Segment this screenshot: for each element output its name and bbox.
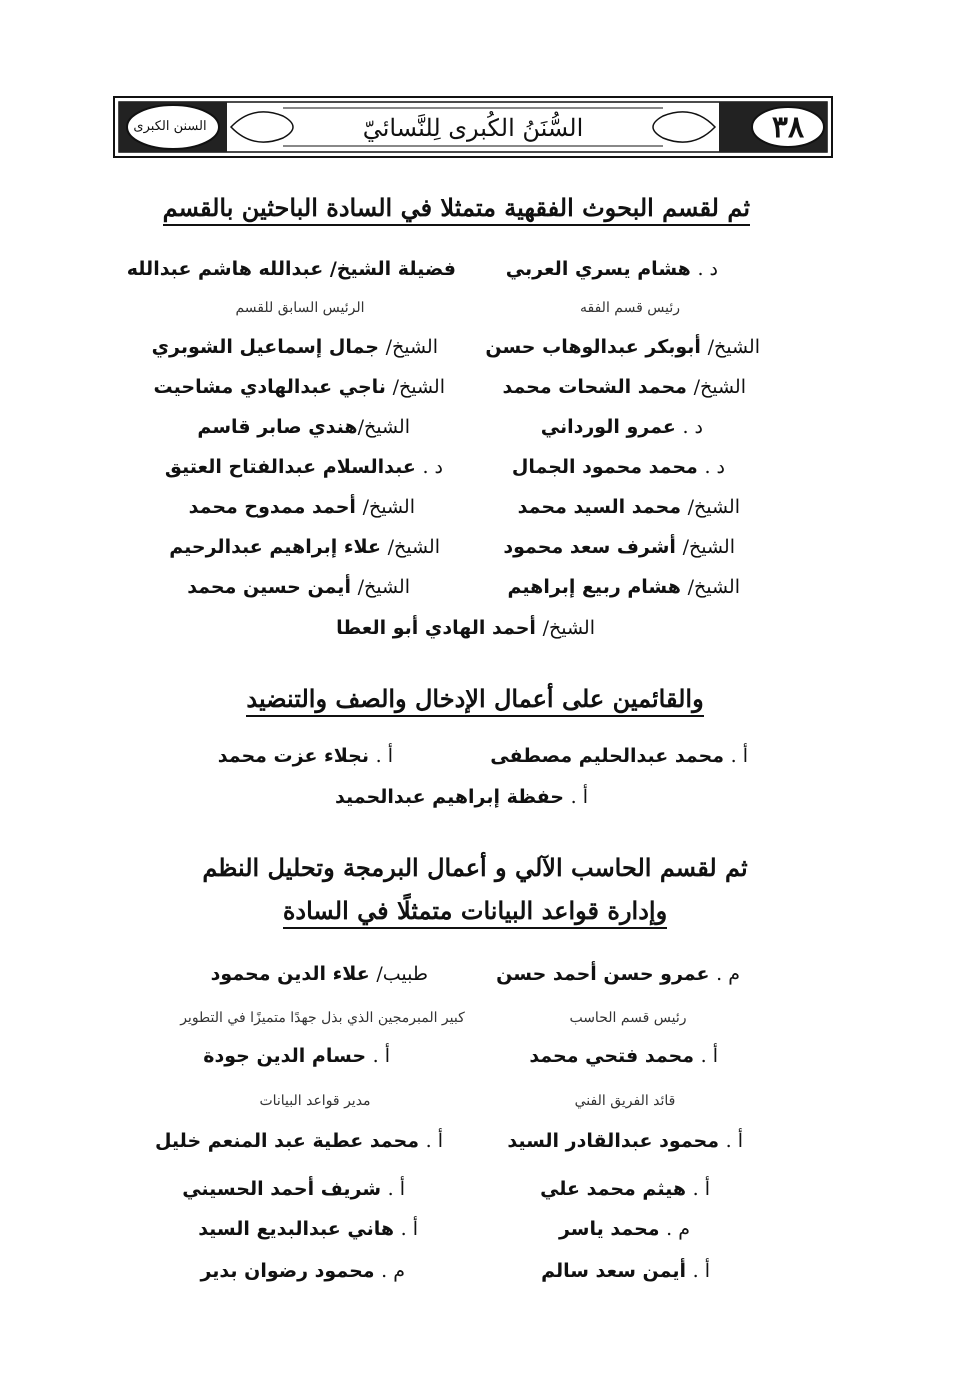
section-heading: ثم لقسم الحاسب الآلي و أعمال البرمجة وتحليل النظم <box>202 853 748 882</box>
role-note: كبير المبرمجين الذي بذل جهدًا متميزًا في التطوير <box>180 1010 465 1026</box>
staff-name: م . عمرو حسن أحمد حسن <box>496 963 740 985</box>
typist-name: أ . حفظة إبراهيم عبدالحميد <box>335 786 588 808</box>
staff-name: أ . حسام الدين جودة <box>203 1045 390 1067</box>
staff-name: م . محمد ياسر <box>558 1218 690 1240</box>
researcher-name: د . محمد محمود الجمال <box>511 456 725 478</box>
researcher-name: الشيخ/ أبوبكر عبدالوهاب حسن <box>485 336 760 358</box>
staff-name: أ . أيمن سعد سالم <box>541 1260 710 1282</box>
staff-name: م . محمود رضوان بدير <box>200 1260 405 1282</box>
section-heading: وإدارة قواعد البيانات متمثلًا في السادة <box>200 896 750 925</box>
researcher-name: الشيخ/ هشام ربيع إبراهيم <box>507 576 740 598</box>
researcher-name: د . هشام يسري العربي <box>505 258 718 280</box>
role-note: رئيس قسم الفقه <box>580 300 680 316</box>
page-header <box>113 96 833 158</box>
staff-name: أ . هيثم محمد علي <box>540 1178 710 1200</box>
staff-name: أ . محمد فتحي محمد <box>529 1045 718 1067</box>
researcher-name: الشيخ/ علاء إبراهيم عبدالرحيم <box>169 536 440 558</box>
researcher-name: الشيخ/ ناجي عبدالهادي مشاحيت <box>153 376 445 398</box>
researcher-name: د . عمرو الورداني <box>540 416 703 438</box>
page-number: ٣٨ <box>771 109 805 145</box>
typist-name: أ . نجلاء عزت محمد <box>217 745 393 767</box>
staff-name: أ . شريف أحمد الحسيني <box>182 1178 405 1200</box>
section-heading: والقائمين على أعمال الإدخال والصف والتنضيد <box>200 684 750 713</box>
section-heading: ثم لقسم البحوث الفقهية متمثلا في السادة الباحثين بالقسم <box>200 193 750 222</box>
staff-name: طبيب/ علاء الدين محمود <box>210 963 428 985</box>
researcher-name: الشيخ/ أيمن حسين محمد <box>187 576 410 598</box>
role-note: قائد الفريق الفني <box>574 1093 676 1109</box>
researcher-name: الشيخ/ محمد الشحات محمد <box>502 376 746 398</box>
researcher-name: د . عبدالسلام عبدالفتاح العتيق <box>164 456 443 478</box>
role-note: الرئيس السابق للقسم <box>235 300 365 316</box>
book-title: السُّنَنُ الكُبرى لِلنَّسائيّ <box>362 114 584 142</box>
researcher-name: فضيلة الشيخ/ عبدالله هاشم عبدالله <box>126 258 456 280</box>
researcher-name: الشيخ/ أشرف سعد محمود <box>503 536 735 558</box>
researcher-name: الشيخ/ جمال إسماعيل الشوبري <box>151 336 438 358</box>
researcher-name: الشيخ/ محمد السيد محمد <box>517 496 740 518</box>
role-note: مدير قواعد البيانات <box>259 1093 371 1109</box>
staff-name: أ . محمود عبدالقادر السيد <box>507 1130 743 1152</box>
seal-logo: السنن الكبرى <box>133 118 207 134</box>
researcher-name: الشيخ/هندي صابر قاسم <box>197 416 410 438</box>
researcher-name: الشيخ/ أحمد الهادي أبو العطا <box>336 617 595 639</box>
typist-name: أ . محمد عبدالحليم مصطفى <box>490 745 748 767</box>
role-note: رئيس قسم الحاسب <box>569 1010 687 1026</box>
staff-name: أ . محمد عطية عبد المنعم خليل <box>154 1130 443 1152</box>
staff-name: أ . هاني عبدالبديع السيد <box>198 1218 418 1240</box>
researcher-name: الشيخ/ أحمد ممدوح محمد <box>188 496 415 518</box>
